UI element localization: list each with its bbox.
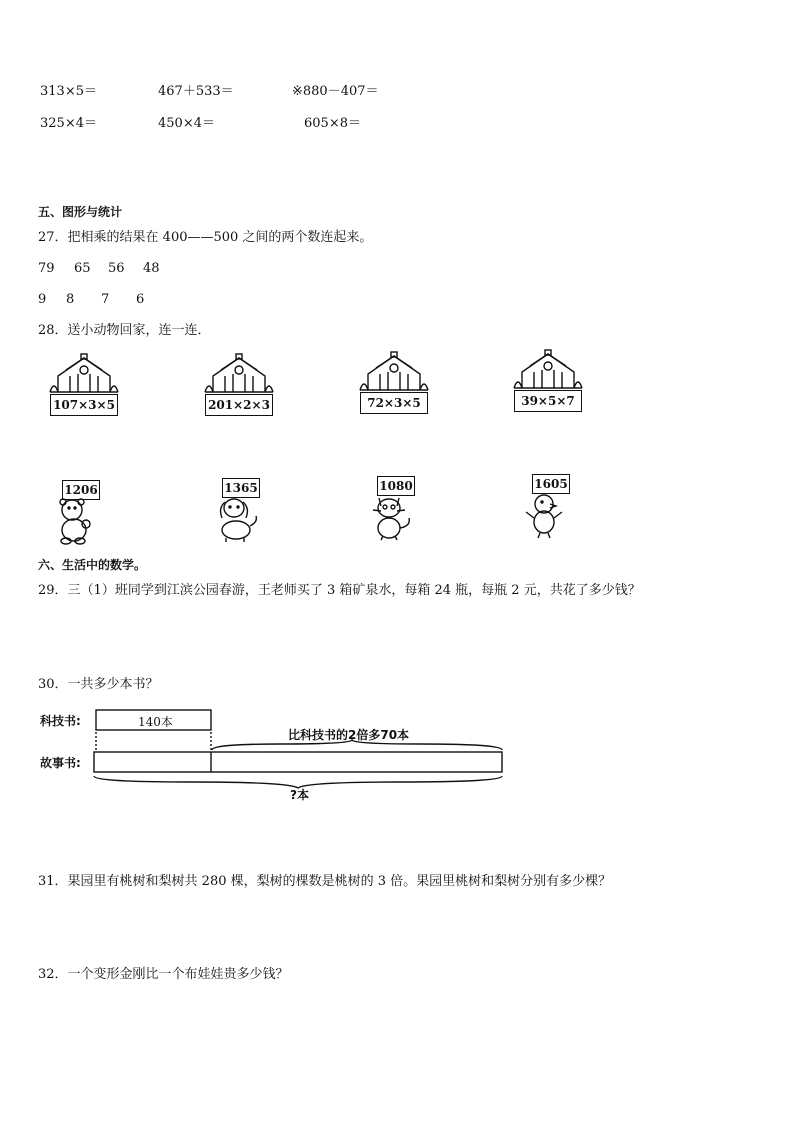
house-label: 39×5×7 [514,390,582,412]
house-label: 201×2×3 [205,394,273,416]
section-title: 六、生活中的数学。 [38,558,147,572]
question-32: 32．一个变形金刚比一个布娃娃贵多少钱？ [38,967,289,982]
question-30: 30．一共多少本书？ [38,677,159,692]
animal-label: 1206 [62,480,100,500]
house-icon [358,350,430,394]
science-value: 140本 [138,715,173,729]
house-icon [203,352,275,396]
number-item: 8 [66,292,75,307]
question-31: 31．果园里有桃树和梨树共 280 棵，梨树的棵数是桃树的 3 倍。果园里桃树和梨树分别有多少棵？ [38,874,612,889]
house-figure [48,352,128,422]
bear-icon [50,496,110,546]
animal-label: 1365 [222,478,260,498]
house-label: 107×3×5 [50,394,118,416]
animal-figure [50,480,120,560]
house-figure [358,350,438,420]
house-icon [48,352,120,396]
question-29: 29．三（1）班同学到江滨公园春游，王老师买了 3 箱矿泉水，每箱 24 瓶，每瓶 2 元，共花了多少钱？ [38,583,641,598]
chick-icon [520,490,580,540]
calc-item: ※880－407＝ [292,84,379,99]
calc-item: 313×5＝ [40,84,97,99]
number-item: 56 [108,261,125,276]
animal-label: 1605 [532,474,570,494]
calc-item: 450×4＝ [158,116,215,131]
animal-figure [210,478,280,558]
house-figure [512,348,592,418]
label-science-books: 科技书: [40,714,81,728]
number-item: 7 [101,292,110,307]
number-item: 6 [136,292,145,307]
calc-item: 605×8＝ [304,116,361,131]
animal-figure [520,474,590,554]
animal-figure [365,476,435,556]
number-item: 65 [74,261,91,276]
total-label: ?本 [290,788,309,802]
more-than-label: 比科技书的2倍多70本 [288,728,410,742]
dog-icon [210,494,270,544]
calc-item: 325×4＝ [40,116,97,131]
house-figure [203,352,283,422]
house-label: 72×3×5 [360,392,428,414]
label-story-books: 故事书: [40,756,81,770]
diagram-lines [40,706,520,806]
cat-icon [365,492,425,542]
line-segment-diagram [40,706,520,806]
animal-label: 1080 [377,476,415,496]
number-item: 48 [143,261,160,276]
question-27: 27．把相乘的结果在 400——500 之间的两个数连起来。 [38,230,373,245]
section-title: 五、图形与统计 [38,205,123,219]
number-item: 79 [38,261,55,276]
number-item: 9 [38,292,47,307]
question-28: 28．送小动物回家，连一连． [38,323,211,338]
house-icon [512,348,584,392]
calc-item: 467＋533＝ [158,84,234,99]
